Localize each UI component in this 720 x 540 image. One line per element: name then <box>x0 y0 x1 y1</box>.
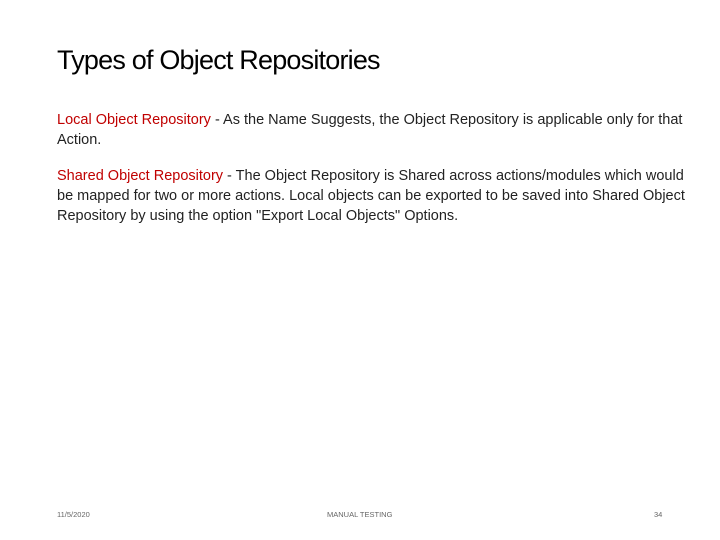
shared-repository-paragraph <box>57 166 687 226</box>
page-number: 34 <box>654 510 663 519</box>
local-repository-paragraph <box>57 110 687 150</box>
slide-content <box>57 110 687 242</box>
local-repository-description: - As the Name Suggests, the Object Repository is applicable only for that Action. <box>57 112 683 148</box>
shared-repository-description: - The Object Repository is Shared across actions/modules which would be mapped for two or more actions. Local objects can be exported to be saved into Shared Object Repository by using the option "Export Local Objects" Options. <box>57 168 685 224</box>
local-repository-term: Local Object Repository <box>57 112 211 128</box>
footer-date: 11/5/2020 <box>57 510 90 519</box>
slide-title: Types of Object Repositories <box>57 45 380 75</box>
footer-title: MANUAL TESTING <box>327 510 393 519</box>
shared-repository-term: Shared Object Repository <box>57 168 224 184</box>
